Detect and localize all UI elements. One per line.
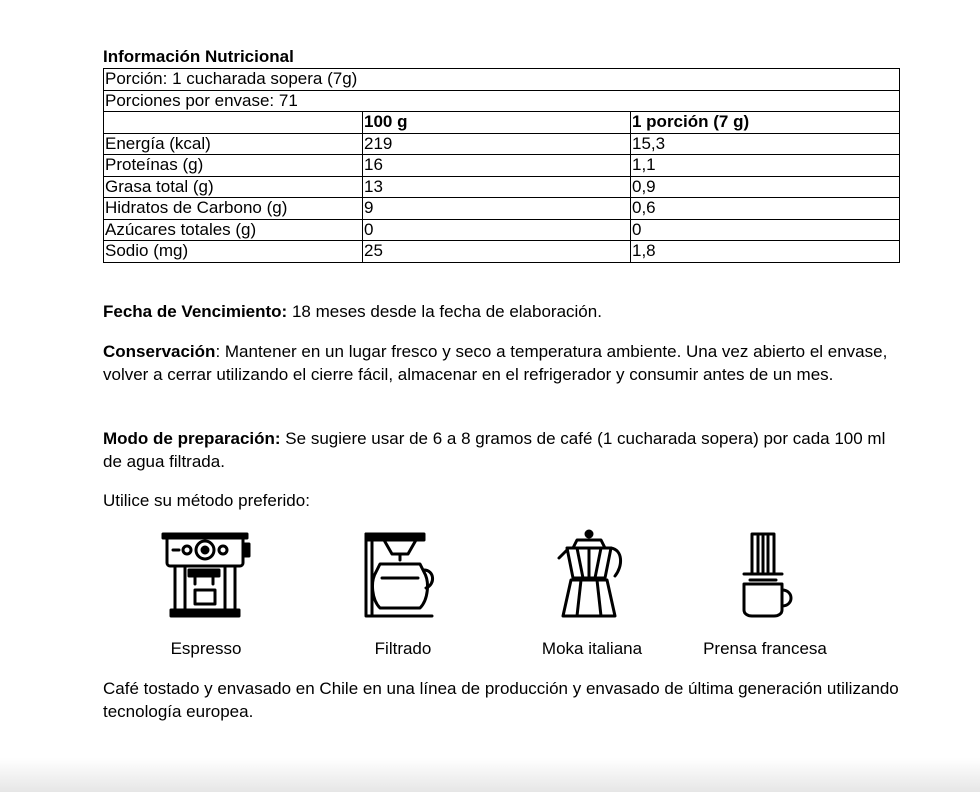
nutrition-table (103, 68, 900, 263)
serving-size: Porción: 1 cucharada sopera (7g) (104, 69, 900, 91)
value-per-100g: 9 (363, 198, 631, 220)
preparation-text: Se sugiere usar de 6 a 8 gramos de café (1 cucharada sopera) por cada 100 ml de agua filtrada. (103, 429, 886, 471)
expiry-paragraph (103, 300, 903, 323)
nutrient-label: Proteínas (g) (104, 155, 363, 177)
method-label: Prensa francesa (703, 639, 827, 658)
nutrient-label: Sodio (mg) (104, 241, 363, 263)
method-moka (507, 528, 677, 658)
value-per-100g: 25 (363, 241, 631, 263)
drip-coffee-maker-icon (358, 528, 448, 622)
table-row (104, 90, 900, 112)
conservation-paragraph (103, 340, 903, 386)
table-row (104, 198, 900, 220)
table-row (104, 155, 900, 177)
value-per-portion: 0,6 (631, 198, 900, 220)
header-portion: 1 porción (7 g) (631, 112, 900, 134)
value-per-100g: 0 (363, 219, 631, 241)
method-label: Moka italiana (541, 639, 643, 658)
page-bottom-shadow (0, 758, 980, 792)
servings-per-pack: Porciones por envase: 71 (104, 90, 900, 112)
method-intro: Utilice su método preferido: (103, 491, 310, 510)
espresso-machine-icon (161, 528, 251, 622)
conservation-text: : Mantener en un lugar fresco y seco a temperatura ambiente. Una vez abierto el envase, volver a cerrar utilizando el cierre fácil, almacenar en el refrigerador y consumir antes de un mes. (103, 342, 888, 384)
header-empty-cell (104, 112, 363, 134)
value-per-100g: 13 (363, 176, 631, 198)
value-per-100g: 16 (363, 155, 631, 177)
table-row (104, 176, 900, 198)
table-row (104, 133, 900, 155)
table-header-row (104, 112, 900, 134)
nutrition-title: Información Nutricional (103, 47, 294, 66)
method-label: Espresso (170, 639, 242, 658)
value-per-portion: 1,1 (631, 155, 900, 177)
table-row (104, 241, 900, 263)
nutrition-section (103, 46, 903, 263)
method-espresso (121, 528, 291, 658)
conservation-label: Conservación (103, 342, 216, 361)
value-per-100g: 219 (363, 133, 631, 155)
value-per-portion: 0 (631, 219, 900, 241)
preparation-label: Modo de preparación: (103, 429, 281, 448)
nutrient-label: Azúcares totales (g) (104, 219, 363, 241)
header-100g: 100 g (363, 112, 631, 134)
table-row (104, 219, 900, 241)
table-row (104, 69, 900, 91)
method-label: Filtrado (374, 639, 432, 658)
moka-pot-icon (547, 528, 637, 622)
pour-over-press-icon (720, 528, 810, 622)
method-filter (318, 528, 488, 658)
nutrient-label: Grasa total (g) (104, 176, 363, 198)
preparation-paragraph (103, 427, 903, 473)
brew-methods (0, 528, 980, 668)
value-per-portion: 15,3 (631, 133, 900, 155)
origin-paragraph: Café tostado y envasado en Chile en una línea de producción y envasado de última generación utilizando tecnología europea. (103, 679, 899, 721)
expiry-label: Fecha de Vencimiento: (103, 302, 288, 321)
value-per-portion: 1,8 (631, 241, 900, 263)
nutrient-label: Hidratos de Carbono (g) (104, 198, 363, 220)
value-per-portion: 0,9 (631, 176, 900, 198)
method-press (680, 528, 850, 658)
expiry-text: 18 meses desde la fecha de elaboración. (287, 302, 602, 321)
nutrient-label: Energía (kcal) (104, 133, 363, 155)
